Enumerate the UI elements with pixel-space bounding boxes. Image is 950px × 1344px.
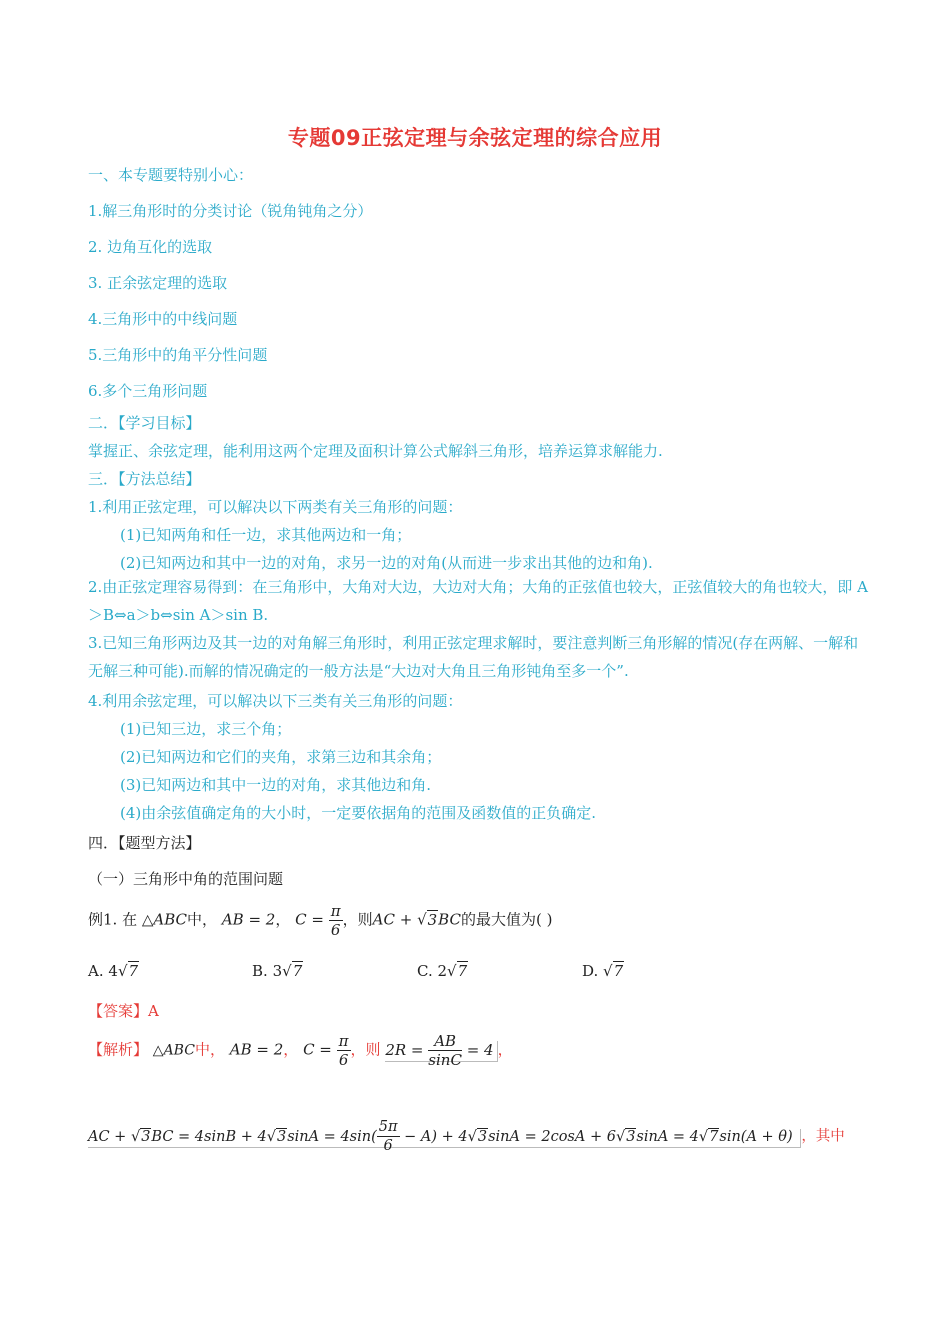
page-title: 专题09正弦定理与余弦定理的综合应用 bbox=[287, 126, 663, 150]
choice-d[interactable]: D. √7 bbox=[582, 962, 624, 980]
choice-a[interactable]: A. 4√7 bbox=[88, 962, 139, 980]
example-tail: 的最大值为( ) bbox=[460, 910, 553, 929]
section1-item-2: 2. 边角互化的选取 bbox=[88, 238, 213, 256]
section3-p3: 3.已知三角形两边及其一边的对角解三角形时，利用正弦定理求解时，要注意判断三角形解的情况(存在两解、一解和无解三种可能).而解的情况确定的一般方法是“大边对大角且三角形钝角至多一个”. bbox=[88, 634, 859, 680]
formula-box: AC + √3BC = 4sinB + 4√3sinA = 4sin( $\frac{5\pi}{6}$ − A) + 4√3sinA = 2cosA + 6√3sinA = 4√7sin(A + θ) bbox=[88, 1129, 801, 1148]
section1-item-6: 6.多个三角形问题 bbox=[88, 382, 208, 400]
analysis-triangle: △ABC bbox=[152, 1042, 195, 1059]
analysis-line: 【解析】 △ABC中， AB = 2， C = $\frac{\pi}{6}$ ，则 2R = $\frac{AB}{\sin C}$ = 4 ， bbox=[88, 1032, 513, 1069]
section3-p4c: (3)已知两边和其中一边的对角，求其他边和角. bbox=[120, 776, 432, 794]
section3-p4: 4.利用余弦定理，可以解决以下三类有关三角形的问题： bbox=[88, 692, 463, 710]
section2-heading: 二．【学习目标】 bbox=[88, 414, 201, 432]
section3-p4d: (4)由余弦值确定角的大小时，一定要依据角的范围及函数值的正负确定. bbox=[120, 804, 597, 822]
fraction-pi-over-6: $\frac{\pi}{6}$ bbox=[330, 902, 341, 939]
section3-p1b: (2)已知两边和其中一边的对角，求另一边的对角(从而进一步求出其他的边和角). bbox=[120, 554, 653, 572]
section1-item-3: 3. 正余弦定理的选取 bbox=[88, 274, 228, 292]
section1-item-4: 4.三角形中的中线问题 bbox=[88, 310, 238, 328]
section3-p4b: (2)已知两边和它们的夹角，求第三边和其余角； bbox=[120, 748, 442, 766]
section1-item-5: 5.三角形中的角平分性问题 bbox=[88, 346, 268, 364]
example-label: 例1. 在 bbox=[88, 910, 138, 929]
analysis-label: 【解析】 bbox=[88, 1040, 149, 1059]
analysis-formula bbox=[88, 1118, 845, 1155]
section3-p1: 1.利用正弦定理，可以解决以下两类有关三角形的问题： bbox=[88, 498, 463, 516]
section4-subheading: （一）三角形中角的范围问题 bbox=[88, 870, 284, 888]
choice-b[interactable]: B. 3√7 bbox=[252, 962, 303, 980]
choice-c[interactable]: C. 2√7 bbox=[417, 962, 468, 980]
answer-label: 【答案】A bbox=[88, 1002, 159, 1020]
analysis-c-eq: C = bbox=[303, 1040, 332, 1059]
section1-heading: 一、本专题要特别小心： bbox=[88, 166, 254, 184]
analysis-ab: AB = 2 bbox=[229, 1040, 284, 1059]
section3-p4a: (1)已知三边，求三个角； bbox=[120, 720, 292, 738]
example-then: ，则 bbox=[342, 910, 373, 929]
analysis-fraction-pi-over-6: $\frac{\pi}{6}$ bbox=[338, 1032, 349, 1069]
example-c-eq: C = bbox=[295, 910, 324, 929]
formula-tail: ，其中 bbox=[801, 1128, 845, 1145]
section3-heading: 三．【方法总结】 bbox=[88, 470, 201, 488]
section4-heading: 四．【题型方法】 bbox=[88, 834, 201, 852]
example-in: 中， bbox=[187, 910, 218, 929]
section2-text: 掌握正、余弦定理，能利用这两个定理及面积计算公式解斜三角形，培养运算求解能力. bbox=[88, 442, 663, 460]
example-1-question: 例1. 在 △ABC中， AB = 2， C = $\frac{\pi}{6}$ ，则AC + √3BC的最大值为( ) bbox=[88, 902, 553, 939]
example-ab: AB = 2 bbox=[221, 910, 276, 929]
sqrt-3: √3 bbox=[417, 910, 438, 929]
section1-item-1: 1.解三角形时的分类讨论（锐角钝角之分） bbox=[88, 202, 373, 220]
triangle-symbol: △ABC bbox=[141, 910, 188, 929]
section3-p1a: (1)已知两角和任一边，求其他两边和一角； bbox=[120, 526, 412, 544]
analysis-radius-formula: 2R = $\frac{AB}{\sin C}$ = 4 bbox=[385, 1041, 497, 1062]
section3-p2: 2.由正弦定理容易得到：在三角形中，大角对大边，大边对大角；大角的正弦值也较大，正弦值较大的角也较大，即 A＞B⇔a＞b⇔sin A＞sin B. bbox=[88, 578, 868, 624]
